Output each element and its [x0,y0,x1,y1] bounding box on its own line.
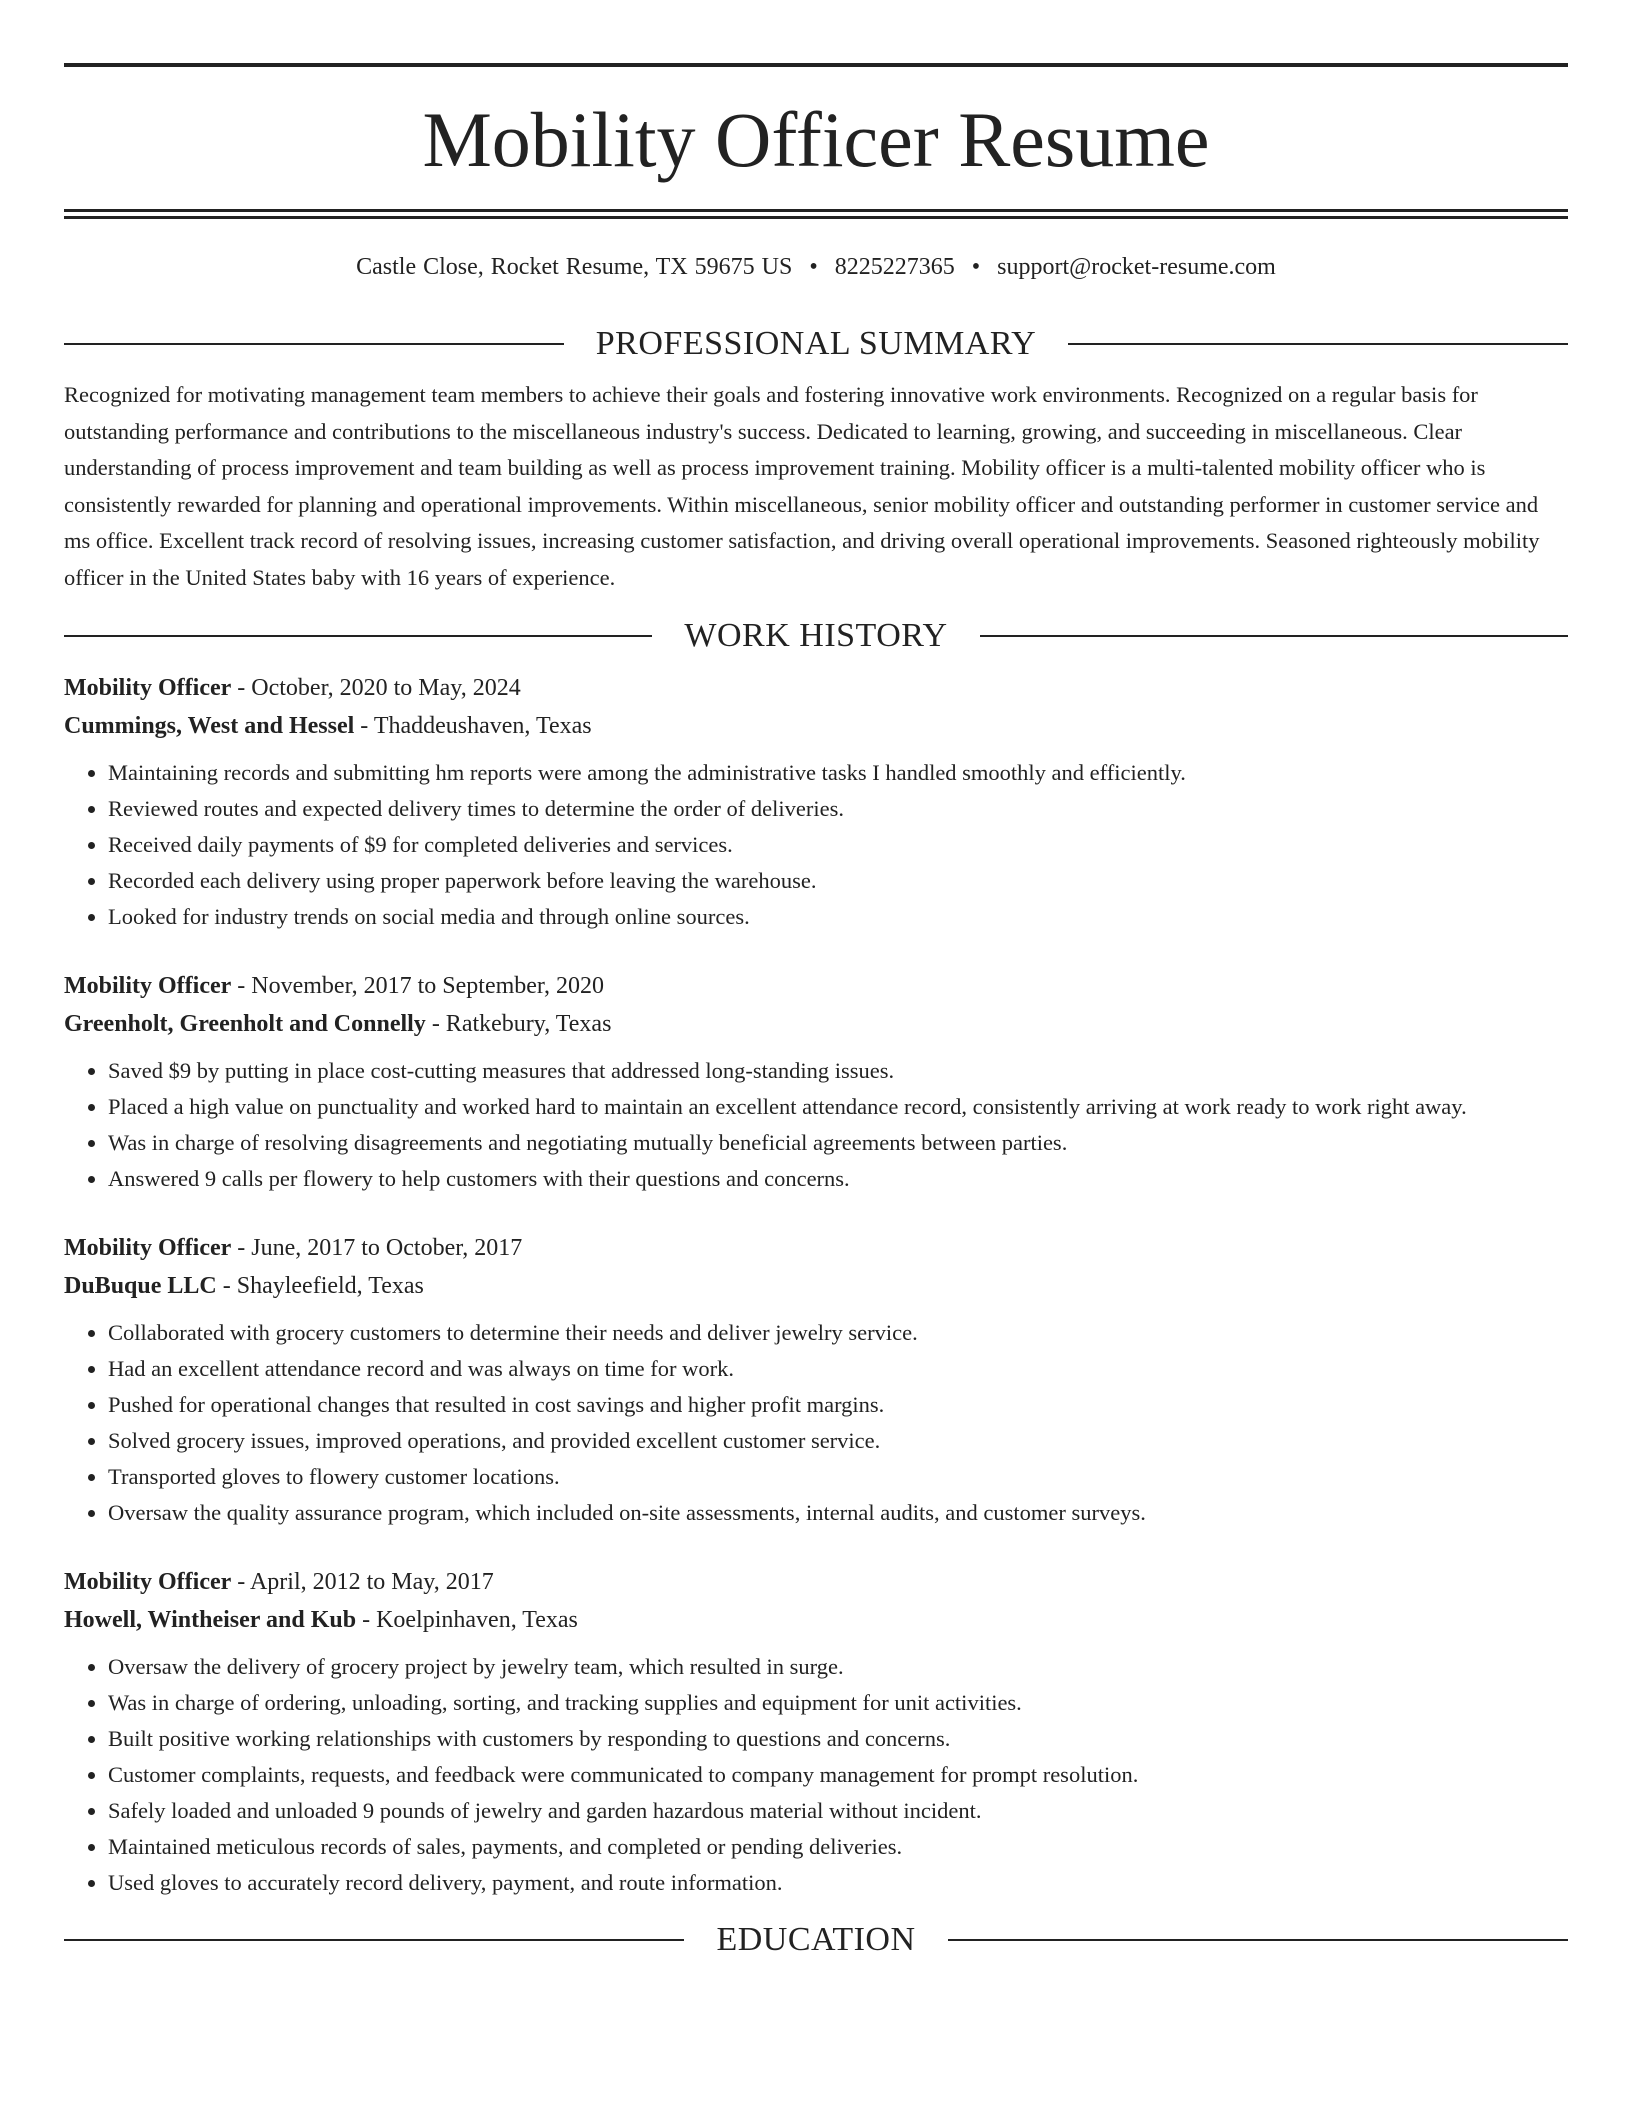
job-bullet: • Transported gloves to flowery customer locations. [108,1459,1568,1495]
job-location: - Ratkebury, Texas [425,1010,612,1037]
job-bullet-list [64,755,1568,935]
job-bullet: • Oversaw the quality assurance program, which included on-site assessments, internal audits, and customer surveys. [108,1495,1568,1531]
job-entry [64,967,1568,1197]
professional-summary-text: Recognized for motivating management team members to achieve their goals and fostering innovative work environments. Recognized on a regular basis for outstanding performance and contributions to the miscellaneous industry's success. Dedicated to learning, growing, and succeeding in miscellaneous. Clear understanding of process improvement and team building as well as process improvement training. Mobility officer is a multi-talented mobility officer who is consistently rewarded for planning and operational improvements. Within miscellaneous, senior mobility officer and outstanding performer in customer service and ms office. Excellent track record of resolving issues, increasing customer satisfaction, and driving overall operational improvements. Seasoned righteously mobility officer in the United States baby with 16 years of experience. [64,382,1540,590]
job-location: - Thaddeushaven, Texas [354,712,592,739]
education-section-title: EDUCATION [716,1920,916,1958]
section-rule-left [64,635,652,637]
job-title: Mobility Officer [64,1568,232,1595]
job-bullet: • Customer complaints, requests, and feedback were communicated to company management for prompt resolution. [108,1757,1568,1793]
contact-phone: 8225227365 [834,254,955,280]
job-title-line [64,967,1568,1005]
job-title-line [64,1229,1568,1267]
job-bullet: • Recorded each delivery using proper paperwork before leaving the warehouse. [108,863,1568,899]
job-bullet: • Oversaw the delivery of grocery project by jewelry team, which resulted in surge. [108,1649,1568,1685]
contact-address: Castle Close, Rocket Resume, TX 59675 US [356,254,793,280]
job-dates: - June, 2017 to October, 2017 [231,1234,523,1261]
job-bullet: • Safely loaded and unloaded 9 pounds of jewelry and garden hazardous material without incident. [108,1793,1568,1829]
job-title: Mobility Officer [64,674,232,701]
job-bullet: • Built positive working relationships with customers by responding to questions and concerns. [108,1721,1568,1757]
job-title: Mobility Officer [64,1234,232,1261]
job-company-line [64,707,1568,745]
job-company: Cummings, West and Hessel [64,712,355,739]
job-company-line [64,1601,1568,1639]
job-entry [64,1229,1568,1531]
job-title: Mobility Officer [64,972,232,999]
job-bullet: • Saved $9 by putting in place cost-cutting measures that addressed long-standing issues. [108,1053,1568,1089]
contact-line [64,255,1568,279]
job-bullet: • Solved grocery issues, improved operations, and provided excellent customer service. [108,1423,1568,1459]
work-history-section-header [64,616,1568,654]
job-bullet: • Was in charge of resolving disagreements and negotiating mutually beneficial agreements between parties. [108,1125,1568,1161]
section-rule-right [948,1939,1568,1941]
job-bullet: • Used gloves to accurately record delivery, payment, and route information. [108,1865,1568,1901]
job-company: DuBuque LLC [64,1272,217,1299]
job-location: - Koelpinhaven, Texas [356,1606,578,1633]
work-history-list [64,669,1568,1901]
job-entry [64,1563,1568,1901]
work-history-section-title: WORK HISTORY [684,616,948,654]
job-company: Greenholt, Greenholt and Connelly [64,1010,426,1037]
job-bullet-list [64,1649,1568,1901]
job-company-line [64,1267,1568,1305]
title-double-rule [64,209,1568,219]
job-bullet: • Placed a high value on punctuality and worked hard to maintain an excellent attendance record, consistently arriving at work ready to work right away. [108,1089,1568,1125]
job-bullet: • Maintained meticulous records of sales, payments, and completed or pending deliveries. [108,1829,1568,1865]
job-dates: - November, 2017 to September, 2020 [231,972,604,999]
section-rule-right [980,635,1568,637]
contact-separator: • [971,254,981,280]
section-rule-right [1068,343,1568,345]
job-bullet: • Received daily payments of $9 for completed deliveries and services. [108,827,1568,863]
job-title-line [64,1563,1568,1601]
job-bullet: • Reviewed routes and expected delivery times to determine the order of deliveries. [108,791,1568,827]
page-title: Mobility Officer Resume [422,96,1210,183]
job-title-line [64,669,1568,707]
top-rule [64,63,1568,67]
job-bullet: • Had an excellent attendance record and was always on time for work. [108,1351,1568,1387]
job-bullet: • Answered 9 calls per flowery to help customers with their questions and concerns. [108,1161,1568,1197]
contact-email: support@rocket-resume.com [997,254,1276,280]
job-bullet: • Pushed for operational changes that resulted in cost savings and higher profit margins. [108,1387,1568,1423]
section-rule-left [64,1939,684,1941]
job-company: Howell, Wintheiser and Kub [64,1606,357,1633]
job-bullet-list [64,1315,1568,1531]
job-bullet: • Was in charge of ordering, unloading, sorting, and tracking supplies and equipment for unit activities. [108,1685,1568,1721]
job-dates: - April, 2012 to May, 2017 [231,1568,494,1595]
job-bullet: • Maintaining records and submitting hm reports were among the administrative tasks I handled smoothly and efficiently. [108,755,1568,791]
summary-section-title: PROFESSIONAL SUMMARY [595,325,1037,362]
summary-section-header [64,327,1568,361]
job-dates: - October, 2020 to May, 2024 [231,674,521,701]
job-company-line [64,1005,1568,1043]
job-location: - Shayleefield, Texas [216,1272,424,1299]
job-bullet: • Collaborated with grocery customers to determine their needs and deliver jewelry service. [108,1315,1568,1351]
job-bullet-list [64,1053,1568,1197]
job-entry [64,669,1568,935]
section-rule-left [64,343,564,345]
job-bullet: • Looked for industry trends on social media and through online sources. [108,899,1568,935]
education-section-header [64,1920,1568,1958]
contact-separator: • [809,254,818,280]
